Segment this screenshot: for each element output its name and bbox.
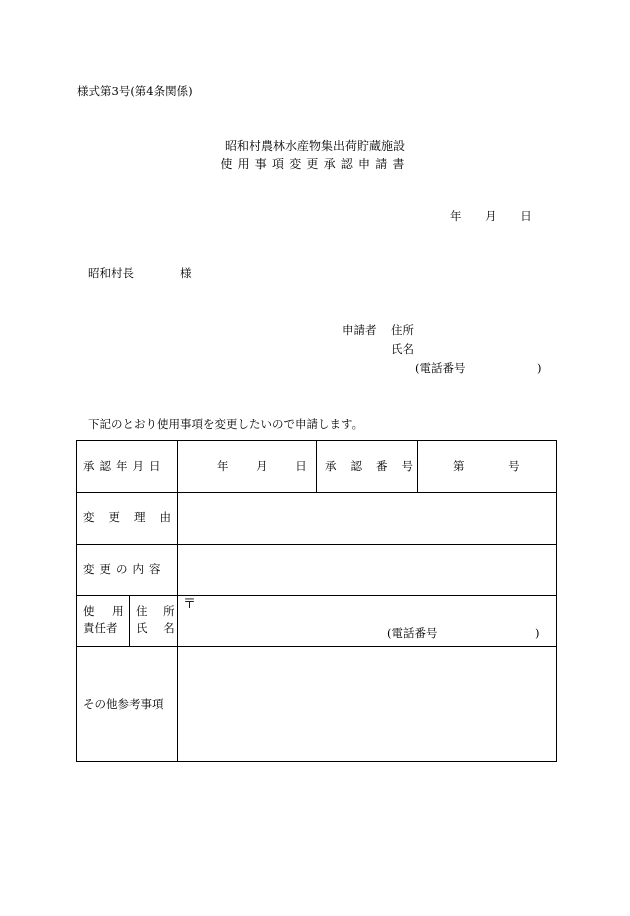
change-content-label: 変更の内容 [83, 562, 166, 576]
responsible-name-label: 氏 名 [136, 621, 175, 635]
responsible-person-label-1: 使 用 [83, 604, 124, 618]
column-divider [316, 441, 317, 492]
document-title-line-2: 使用事項変更承認申請書 [220, 157, 410, 171]
document-title-line-1: 昭和村農林水産物集出荷貯蔵施設 [224, 139, 405, 153]
application-date: 年 月 日 [450, 209, 532, 223]
change-reason-field[interactable] [178, 493, 556, 543]
addressee [88, 268, 192, 280]
responsible-phone-close: ) [535, 626, 540, 640]
column-divider [129, 595, 130, 646]
intro-text: 下記のとおり使用事項を変更したいので申請します。 [88, 417, 364, 431]
change-reason-label: 変更理由 [83, 510, 185, 524]
addressee-honorific: 様 [180, 266, 192, 280]
postal-mark-icon: 〒 [183, 597, 197, 612]
other-notes-label: その他参考事項 [83, 697, 164, 711]
addressee-name: 昭和村長 [88, 266, 134, 280]
applicant-address-label: 住所 [391, 323, 414, 337]
change-details-table [76, 440, 557, 762]
responsible-phone-label: (電話番号 [387, 626, 438, 640]
applicant-phone-label: (電話番号 [415, 361, 466, 375]
change-content-field[interactable] [178, 545, 556, 595]
approval-date-field[interactable]: 年 月 日 [217, 459, 307, 473]
applicant-name-label: 氏名 [391, 342, 414, 356]
approval-date-label: 承認年月日 [83, 459, 166, 473]
other-notes-field[interactable] [178, 647, 556, 761]
responsible-person-label-2: 責任者 [83, 621, 118, 635]
form-number: 様式第3号(第4条関係) [77, 84, 193, 98]
approval-number-field[interactable]: 第 号 [453, 459, 520, 473]
applicant-label: 申請者 [342, 323, 377, 337]
responsible-address-label: 住 所 [136, 604, 175, 618]
applicant-phone-close: ) [537, 361, 542, 375]
row-divider [77, 595, 556, 596]
approval-number-label: 承認番号 [325, 459, 427, 473]
